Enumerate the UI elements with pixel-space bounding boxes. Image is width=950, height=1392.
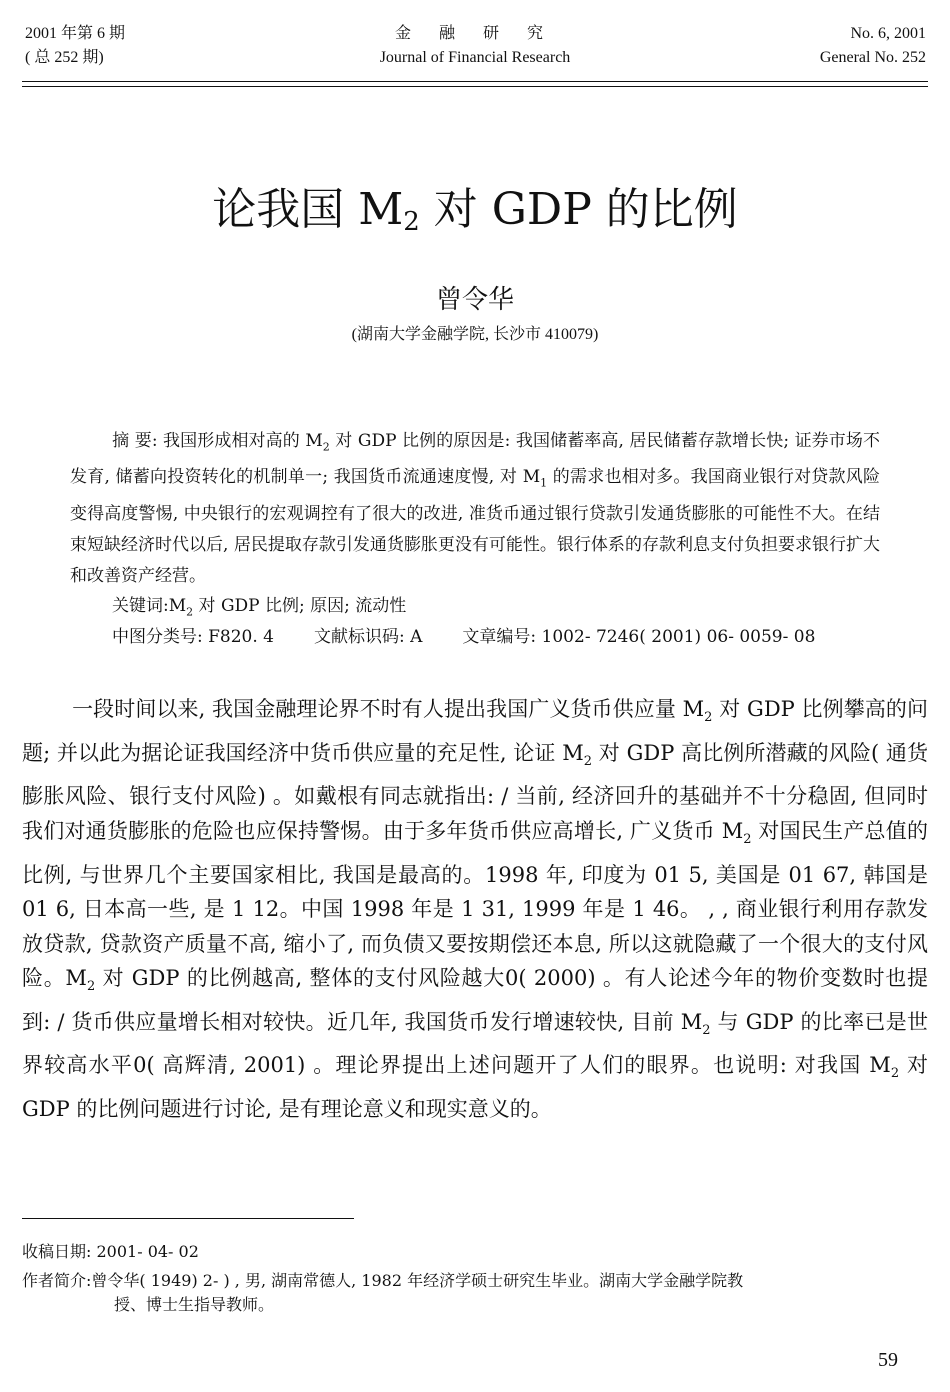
header-number-issue: No. 6, 2001 xyxy=(850,25,926,42)
abstract-text-2: 对 GDP 比例的原因是: 我国储蓄率高, 居民储蓄存款增长快; 证券市场不发育, 储蓄向投资转化的机制单一; 我国货币流通速度慢, 对 M xyxy=(70,431,880,488)
header-journal-cn: 金 融 研 究 xyxy=(394,25,555,42)
body-subscript-2: 2 xyxy=(583,753,592,769)
page-number: 59 xyxy=(878,1349,898,1371)
footnote-bio xyxy=(22,1269,928,1317)
body-subscript-6: 2 xyxy=(890,1066,900,1082)
body-subscript-4: 2 xyxy=(86,979,96,995)
header-issue-total: ( 总 252 期) xyxy=(25,49,104,66)
author-name: 曾令华 xyxy=(435,285,514,315)
body-text-4: 对国民生产总值的比例, 与世界几个主要国家相比, 我国是最高的。1998 年, 印度为 01 5, 美国是 01 67, 韩国是 01 6, 日本高一些, 是 1 12。中国 1998 年是 1 31, 1999 年是 1 46。 , , 商业银行利用存款发放贷款, 贷款资产质量不高, 缩小了, 而负债又要按期偿还本息, 所以这就隐藏了一个很大的支付风险。M xyxy=(22,818,928,991)
classification-line xyxy=(112,622,815,652)
header-number xyxy=(820,22,926,70)
header-rule-bottom xyxy=(22,86,928,87)
article-title-subscript: 2 xyxy=(403,207,420,237)
body-text-2: 对 GDP 比例攀高的问题; 并以此为据论证我国经济中货币供应量的充足性, 论证 M xyxy=(22,697,928,765)
footnote-bio-line2: 授、博士生指导教师。 xyxy=(114,1295,275,1314)
body-text-6: 与 GDP 的比率已是世界较高水平0( 高辉清, 2001) 。理论界提出上述问题开了人们的眼界。也说明: 对我国 M xyxy=(22,1009,928,1078)
header-journal-en: Journal of Financial Research xyxy=(379,49,571,66)
abstract-text-3: 的需求也相对多。我国商业银行对贷款风险变得高度警惕, 中央银行的宏观调控有了很大的改进, 准货币通过银行贷款引发通货膨胀的可能性不大。在结束短缺经济时代以后, 居民提取存款引发通货膨胀更没有可能性。银行体系的存款利息支付负担要求银行扩大和改善资产经营。 xyxy=(70,467,881,586)
keywords-list: 对 GDP 比例; 原因; 流动性 xyxy=(193,596,407,616)
footnote-rule xyxy=(22,1218,354,1219)
abstract-text-1: 摘 要: 我国形成相对高的 M xyxy=(112,431,323,451)
abstract xyxy=(70,426,880,592)
abstract-subscript-2: 1 xyxy=(540,476,548,490)
article-title xyxy=(0,178,950,254)
keywords-subscript: 2 xyxy=(186,605,194,619)
document-code: 文献标识码: A xyxy=(314,627,423,647)
body-text-1: 一段时间以来, 我国金融理论界不时有人提出我国广义货币供应量 M xyxy=(72,697,705,721)
clc-number: 中图分类号: F820. 4 xyxy=(112,627,274,647)
body-subscript-1: 2 xyxy=(704,710,713,726)
body-text-5: 对 GDP 的比例越高, 整体的支付风险越大0( 2000) 。有人论述今年的物价变数时也提到: / 货币供应量增长相对较快。近几年, 我国货币发行增速较快, 目前 M xyxy=(22,966,928,1034)
abstract-subscript-1: 2 xyxy=(322,440,330,454)
header-issue-year: 2001 年第 6 期 xyxy=(25,25,126,42)
footnote-bio-label: 作者简介: xyxy=(22,1271,92,1290)
body-text-3: 对 GDP 高比例所潜藏的风险( 通货膨胀风险、银行支付风险) 。如戴根有同志就指出: / 当前, 经济回升的基础并不十分稳固, 但同时我们对通货膨胀的危险也应保持警惕。由于多年货币供应高增长, 广义货币 M xyxy=(22,740,928,843)
body-subscript-3: 2 xyxy=(743,832,752,848)
footnote-received: 收稿日期: 2001- 04- 02 xyxy=(22,1242,199,1261)
header-number-general: General No. 252 xyxy=(819,49,926,66)
body-subscript-5: 2 xyxy=(702,1022,711,1038)
footnote-bio-line1: 曾令华( 1949) 2- ) , 男, 湖南常德人, 1982 年经济学硕士研究生毕业。湖南大学金融学院教 xyxy=(91,1271,744,1290)
header-rule-top xyxy=(22,81,928,82)
body-text-7: 对 GDP 的比例问题进行讨论, 是有理论意义和现实意义的。 xyxy=(22,1053,928,1122)
article-title-part1: 论我国 M xyxy=(212,184,404,235)
body-paragraph xyxy=(22,692,928,1127)
article-title-part2: 对 GDP 的比例 xyxy=(419,184,738,235)
keywords-label: 关键词:M xyxy=(112,596,187,616)
article-number: 文章编号: 1002- 7246( 2001) 06- 0059- 08 xyxy=(462,627,816,647)
header-journal xyxy=(0,22,950,70)
author-affiliation: (湖南大学金融学院, 长沙市 410079) xyxy=(351,326,599,343)
